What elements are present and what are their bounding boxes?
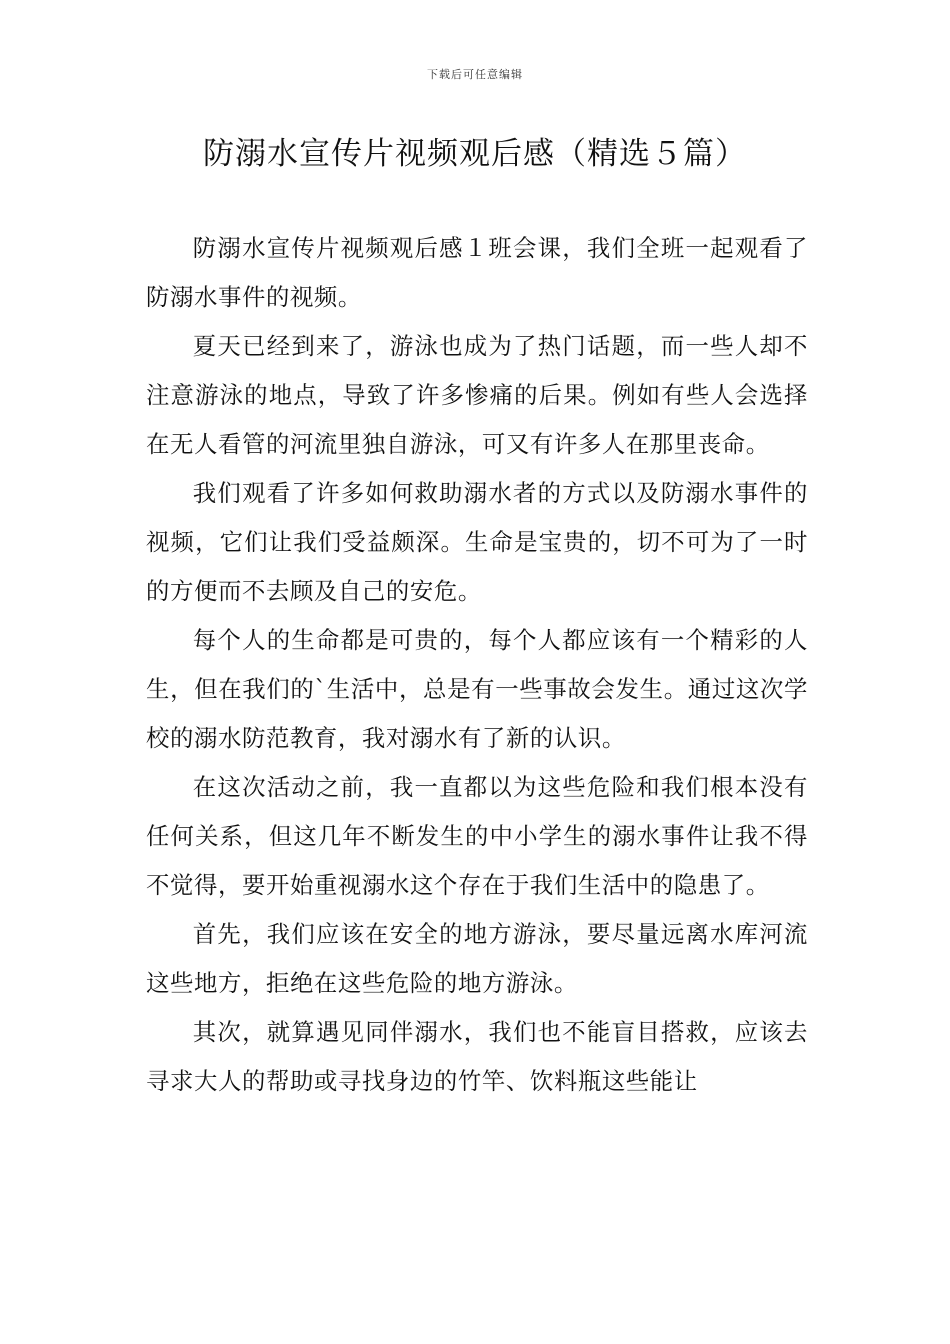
header-note: 下载后可任意编辑	[427, 68, 523, 81]
paragraph: 在这次活动之前，我一直都以为这些危险和我们根本没有任何关系，但这几年不断发生的中小学生的溺水事件让我不得不觉得，要开始重视溺水这个存在于我们生活中的隐患了。	[146, 773, 808, 899]
paragraph: 我们观看了许多如何救助溺水者的方式以及防溺水事件的视频，它们让我们受益颇深。生命是宝贵的，切不可为了一时的方便而不去顾及自己的安危。	[146, 479, 808, 605]
paragraph: 首先，我们应该在安全的地方游泳，要尽量远离水库河流这些地方，拒绝在这些危险的地方游泳。	[146, 920, 808, 997]
document-body	[146, 224, 808, 1106]
paragraph: 夏天已经到来了，游泳也成为了热门话题，而一些人却不注意游泳的地点，导致了许多惨痛的后果。例如有些人会选择在无人看管的河流里独自游泳，可又有许多人在那里丧命。	[146, 332, 808, 458]
paragraph: 每个人的生命都是可贵的，每个人都应该有一个精彩的人生，但在我们的`生活中，总是有一些事故会发生。通过这次学校的溺水防范教育，我对溺水有了新的认识。	[146, 626, 808, 752]
paragraph: 其次，就算遇见同伴溺水，我们也不能盲目搭救，应该去寻求大人的帮助或寻找身边的竹竿、饮料瓶这些能让	[146, 1018, 808, 1095]
document-title: 防溺水宣传片视频观后感（精选５篇）	[203, 136, 747, 172]
paragraph: 防溺水宣传片视频观后感１班会课，我们全班一起观看了防溺水事件的视频。	[146, 234, 808, 311]
